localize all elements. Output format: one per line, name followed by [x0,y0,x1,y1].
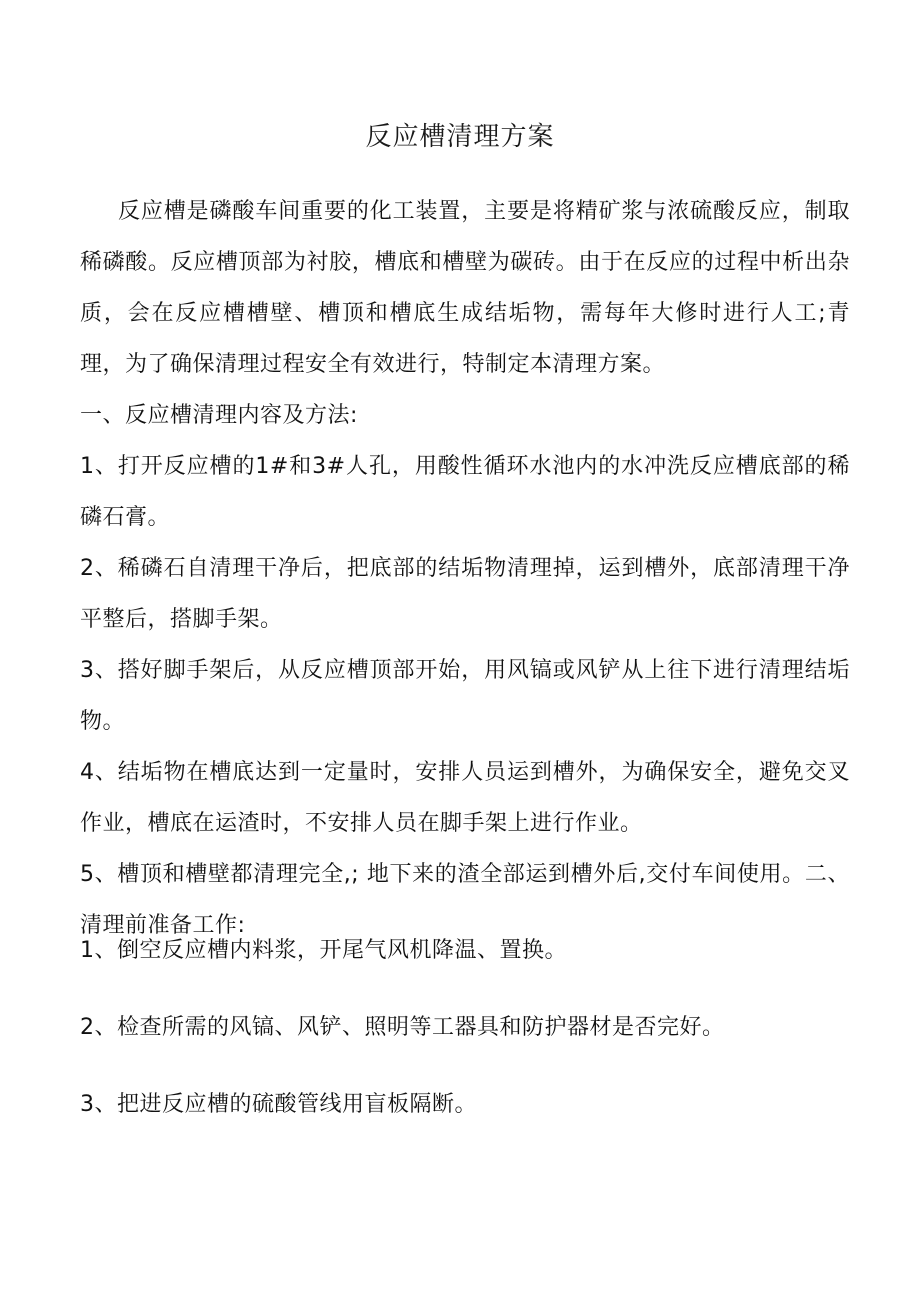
section-1-item-5: 5、槽顶和槽壁都清理完全,; 地下来的渣全部运到槽外后,交付车间使用。二、清理前准备工作: [80,862,850,938]
section-1-item-1: 1、打开反应槽的1#和3#人孔，用酸性循环水池内的水冲洗反应槽底部的稀磷石膏。 [80,454,850,530]
document-body [80,186,850,951]
section-1-heading: 一、反应槽清理内容及方法: [80,403,358,428]
section-2-item-3: 3、把进反应槽的硫酸管线用盲板隔断。 [80,1092,477,1117]
preparation-list [80,925,850,1156]
document-title: 反应槽清理方案 [365,122,555,152]
intro-paragraph: 反应槽是磷酸车间重要的化工装置，主要是将精矿浆与浓硫酸反应，制取稀磷酸。反应槽顶部为衬胶，槽底和槽壁为碳砖。由于在反应的过程中析出杂质，会在反应槽槽壁、槽顶和槽底生成结垢物，需每年大修时进行人工;青理，为了确保清理过程安全有效进行，特制定本清理方案。 [80,199,850,377]
section-1-item-4: 4、结垢物在槽底达到一定量时，安排人员运到槽外，为确保安全，避免交叉作业，槽底在运渣时，不安排人员在脚手架上进行作业。 [80,760,850,836]
section-2-item-2: 2、检查所需的风镐、风铲、照明等工器具和防护器材是否完好。 [80,1015,725,1040]
section-2-item-1: 1、倒空反应槽内料浆，开尾气风机降温、置换。 [80,938,567,963]
section-1-item-2: 2、稀磷石自清理干净后，把底部的结垢物清理掉，运到槽外，底部清理干净平整后，搭脚手架。 [80,556,850,632]
section-1-item-3: 3、搭好脚手架后，从反应槽顶部开始，用风镐或风铲从上往下进行清理结垢物。 [80,658,850,734]
